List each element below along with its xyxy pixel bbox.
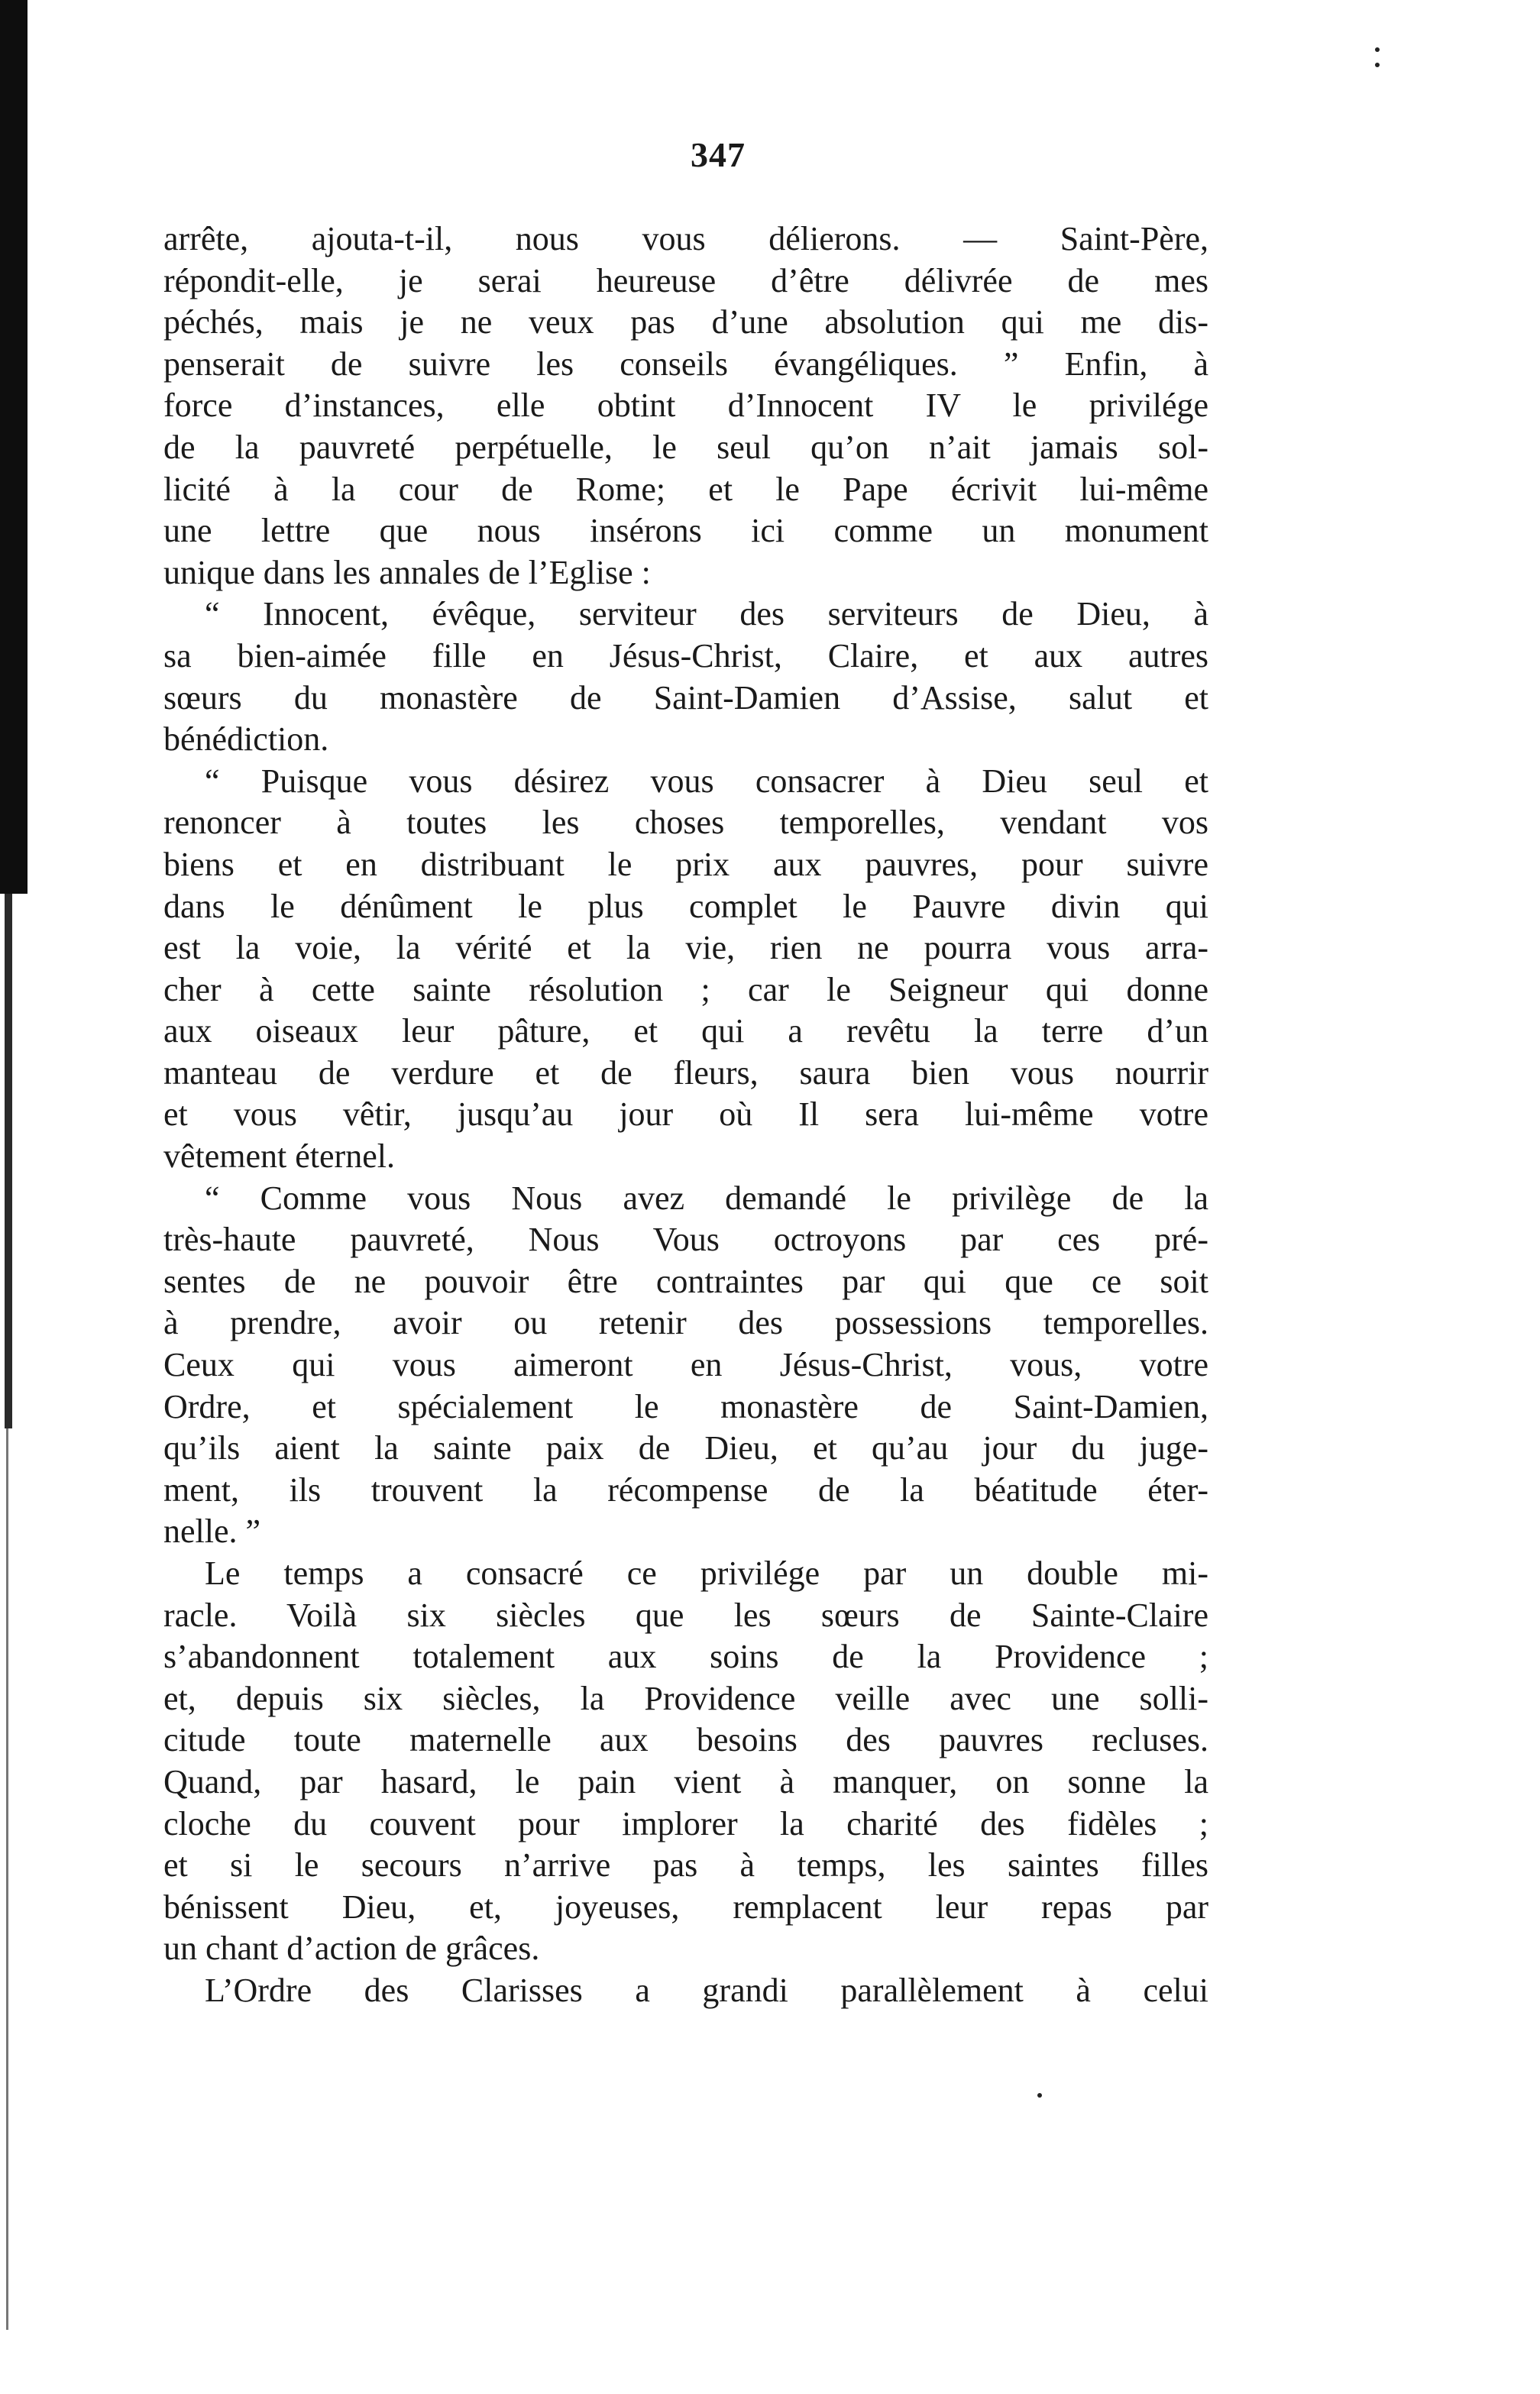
- text-line: Quand, par hasard, le pain vient à manquer, on sonne la: [163, 1762, 1208, 1800]
- text-line: est la voie, la vérité et la vie, rien ne pourra vous arra-: [163, 929, 1208, 967]
- text-line: sa bien-aimée fille en Jésus-Christ, Claire, et aux autres: [163, 636, 1208, 675]
- text-line: manteau de verdure et de fleurs, saura bien vous nourrir: [163, 1053, 1208, 1092]
- text-line: péchés, mais je ne veux pas d’une absolution qui me dis-: [163, 303, 1208, 341]
- text-line: licité à la cour de Rome; et le Pape écrivit lui-même: [163, 470, 1208, 508]
- text-line: renoncer à toutes les choses temporelles, vendant vos: [163, 804, 1208, 842]
- text-line: citude toute maternelle aux besoins des pauvres recluses.: [163, 1721, 1208, 1759]
- text-line: arrête, ajouta-t-il, nous vous délierons. — Saint-Père,: [163, 220, 1208, 257]
- text-line: et vous vêtir, jusqu’au jour où Il sera lui-même votre: [163, 1095, 1208, 1134]
- text-line: dans le dénûment le plus complet le Pauvre divin qui: [163, 887, 1208, 925]
- text-line: à prendre, avoir ou retenir des possessions temporelles.: [163, 1304, 1208, 1342]
- text-line: penserait de suivre les conseils évangéliques. ” Enfin, à: [163, 345, 1208, 383]
- text-line: Ceux qui vous aimeront en Jésus-Christ, vous, votre: [163, 1346, 1208, 1384]
- text-line: bénédiction.: [163, 720, 329, 759]
- text-line: nelle. ”: [163, 1512, 261, 1551]
- text-line: force d’instances, elle obtint d’Innocent IV le privilége: [163, 387, 1208, 425]
- text-line: vêtement éternel.: [163, 1137, 395, 1176]
- margin-speck: [1037, 2093, 1042, 2098]
- text-line: sentes de ne pouvoir être contraintes par qui que ce soit: [163, 1262, 1208, 1300]
- text-line: qu’ils aient la sainte paix de Dieu, et qu’au jour du juge-: [163, 1429, 1208, 1467]
- margin-speck: [1375, 47, 1380, 52]
- text-line: une lettre que nous insérons ici comme un monument: [163, 512, 1208, 550]
- binding-shadow-lower: [5, 894, 12, 1428]
- page-number: 347: [691, 135, 746, 174]
- text-line: répondit-elle, je serai heureuse d’être délivrée de mes: [163, 261, 1208, 299]
- text-line: Ordre, et spécialement le monastère de Saint-Damien,: [163, 1387, 1208, 1425]
- text-line: racle. Voilà six siècles que les sœurs de Sainte-Claire: [163, 1596, 1208, 1634]
- text-line: très-haute pauvreté, Nous Vous octroyons par ces pré-: [163, 1221, 1208, 1259]
- text-line: unique dans les annales de l’Eglise :: [163, 553, 651, 591]
- text-line: L’Ordre des Clarisses a grandi parallèlement à celui: [205, 1971, 1208, 2009]
- text-line: et, depuis six siècles, la Providence veille avec une solli-: [163, 1679, 1208, 1717]
- text-line: “ Puisque vous désirez vous consacrer à Dieu seul et: [205, 762, 1208, 800]
- text-line: cloche du couvent pour implorer la charité des fidèles ;: [163, 1804, 1208, 1842]
- margin-speck: [1375, 63, 1380, 67]
- text-line: un chant d’action de grâces.: [163, 1930, 540, 1968]
- text-line: de la pauvreté perpétuelle, le seul qu’on n’ait jamais sol-: [163, 428, 1208, 466]
- text-line: aux oiseaux leur pâture, et qui a revêtu la terre d’un: [163, 1012, 1208, 1050]
- page-body-text: [163, 218, 1208, 2012]
- text-line: bénissent Dieu, et, joyeuses, remplacent leur repas par: [163, 1888, 1208, 1926]
- text-line: “ Innocent, évêque, serviteur des serviteurs de Dieu, à: [205, 595, 1208, 633]
- text-line: biens et en distribuant le prix aux pauvres, pour suivre: [163, 845, 1208, 883]
- text-line: sœurs du monastère de Saint-Damien d’Assise, salut et: [163, 678, 1208, 717]
- text-line: cher à cette sainte résolution ; car le Seigneur qui donne: [163, 970, 1208, 1008]
- text-line: s’abandonnent totalement aux soins de la Providence ;: [163, 1638, 1208, 1676]
- text-line: ment, ils trouvent la récompense de la béatitude éter-: [163, 1470, 1208, 1509]
- text-line: “ Comme vous Nous avez demandé le privilège de la: [205, 1179, 1208, 1217]
- text-line: Le temps a consacré ce privilége par un double mi-: [205, 1554, 1208, 1592]
- binding-edge-line: [6, 1428, 8, 2330]
- text-line: et si le secours n’arrive pas à temps, les saintes filles: [163, 1846, 1208, 1884]
